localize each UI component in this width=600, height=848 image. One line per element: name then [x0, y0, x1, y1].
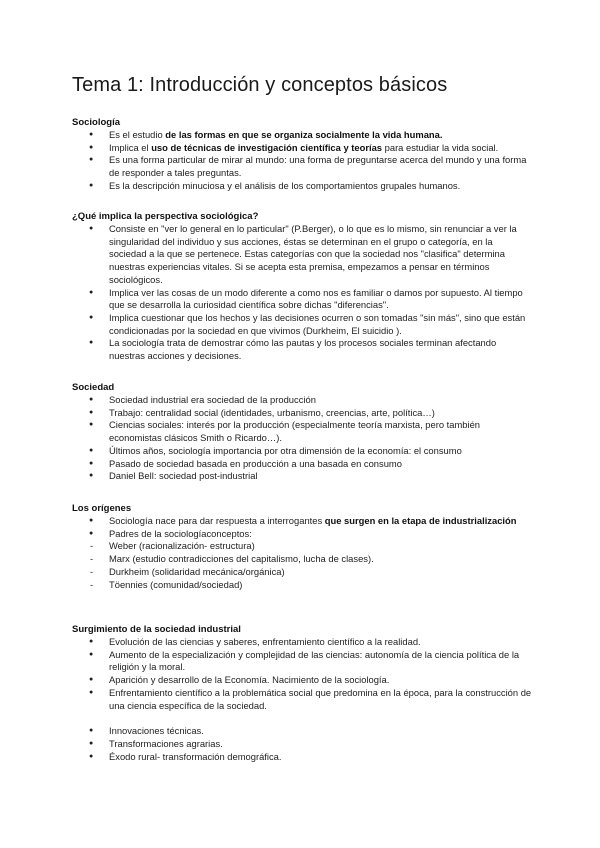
- page-title: Tema 1: Introducción y conceptos básicos: [72, 74, 448, 96]
- list-item: ● Es la descripción minuciosa y el análisis de los comportamientos grupales humanos.: [72, 180, 532, 193]
- section-perspectiva: [72, 210, 532, 363]
- list-item: ● Consiste en "ver lo general en lo particular" (P.Berger), o lo que es lo mismo, sin renunciar a ver la singularidad del individuo y sus acciones, éstas se determinan en el grupo o categoría, en la sociedad a la que se pertenece. Estas categorías con que la sociedad nos "clasifica" determina nuestras experiencias vitales. Si se acepta esta premisa, empezamos a pensar en términos sociológicos.: [72, 223, 532, 287]
- list-item: ● Daniel Bell: sociedad post-industrial: [72, 470, 532, 483]
- section-sociedad: [72, 381, 532, 483]
- section-heading: ¿Qué implica la perspectiva sociológica?: [72, 211, 259, 222]
- list-item: ● Es una forma particular de mirar al mundo: una forma de preguntarse acerca del mundo y una forma de responder a tales preguntas.: [72, 154, 532, 179]
- section-heading: Los orígenes: [72, 503, 132, 514]
- list-item: ● Sociedad industrial era sociedad de la producción: [72, 394, 532, 407]
- list-item: ● Implica cuestionar que los hechos y las decisiones ocurren o son tomadas "sin más", sino que están condicionadas por la sociedad en que vivimos (Durkheim, El suicidio ).: [72, 312, 532, 337]
- list-item: ● Es el estudio de las formas en que se organiza socialmente la vida humana.: [72, 129, 532, 142]
- section-heading: Sociología: [72, 117, 121, 128]
- list-item: ● Pasado de sociedad basada en producción a una basada en consumo: [72, 458, 532, 471]
- bullet-list: [72, 223, 532, 363]
- section-heading: Sociedad: [72, 382, 115, 393]
- list-item: ● Trabajo: centralidad social (identidades, urbanismo, creencias, arte, política…): [72, 407, 532, 420]
- bullet-list: [72, 636, 532, 712]
- dash-item: - Marx (estudio contradicciones del capitalismo, lucha de clases).: [72, 553, 532, 566]
- list-item: ● Sociología nace para dar respuesta a interrogantes que surgen en la etapa de industrialización: [72, 515, 532, 528]
- list-item: ● Aumento de la especialización y complejidad de las ciencias: autonomía de la ciencia política de la religión y la moral.: [72, 649, 532, 674]
- list-item: ● Padres de la sociologíaconceptos:: [72, 528, 532, 541]
- dash-item: - Weber (racionalización- estructura): [72, 540, 532, 553]
- list-item: ● Ciencias sociales: interés por la producción (especialmente teoría marxista, pero también economistas clásicos Smith o Ricardo…).: [72, 419, 532, 444]
- list-item: ● Aparición y desarrollo de la Economía. Nacimiento de la sociología.: [72, 674, 532, 687]
- list-item: ● Enfrentamiento científico a la problemática social que predomina en la época, para la construcción de una ciencia específica de la sociedad.: [72, 687, 532, 712]
- list-item: ● Últimos años, sociología importancia por otra dimensión de la economía: el consumo: [72, 445, 532, 458]
- section-heading: Surgimiento de la sociedad industrial: [72, 624, 241, 635]
- dash-item: - Durkheim (solidaridad mecánica/orgánica): [72, 566, 532, 579]
- list-item: ● Evolución de las ciencias y saberes, enfrentamiento científico a la realidad.: [72, 636, 532, 649]
- list-item: ● La sociología trata de demostrar cómo las pautas y los procesos sociales terminan afectando nuestras acciones y decisiones.: [72, 337, 532, 362]
- list-item: ● Transformaciones agrarias.: [72, 738, 532, 751]
- list-item: ● Innovaciones técnicas.: [72, 725, 532, 738]
- section-sociologia: [72, 116, 532, 193]
- list-item: ● Implica ver las cosas de un modo diferente a como nos es familiar o damos por supuesto. Al tiempo que se desarrolla la curiosidad científica sobre dichas "diferencias".: [72, 287, 532, 312]
- bullet-list-secondary: [72, 725, 532, 763]
- list-item: ● Implica el uso de técnicas de investigación científica y teorías para estudiar la vida social.: [72, 142, 532, 155]
- bullet-list: [72, 515, 532, 591]
- section-origenes: [72, 502, 532, 591]
- section-surgimiento: [72, 623, 532, 763]
- dash-item: - Töennies (comunidad/sociedad): [72, 579, 532, 592]
- list-item: ● Éxodo rural- transformación demográfica.: [72, 751, 532, 764]
- bullet-list: [72, 129, 532, 193]
- bullet-list: [72, 394, 532, 483]
